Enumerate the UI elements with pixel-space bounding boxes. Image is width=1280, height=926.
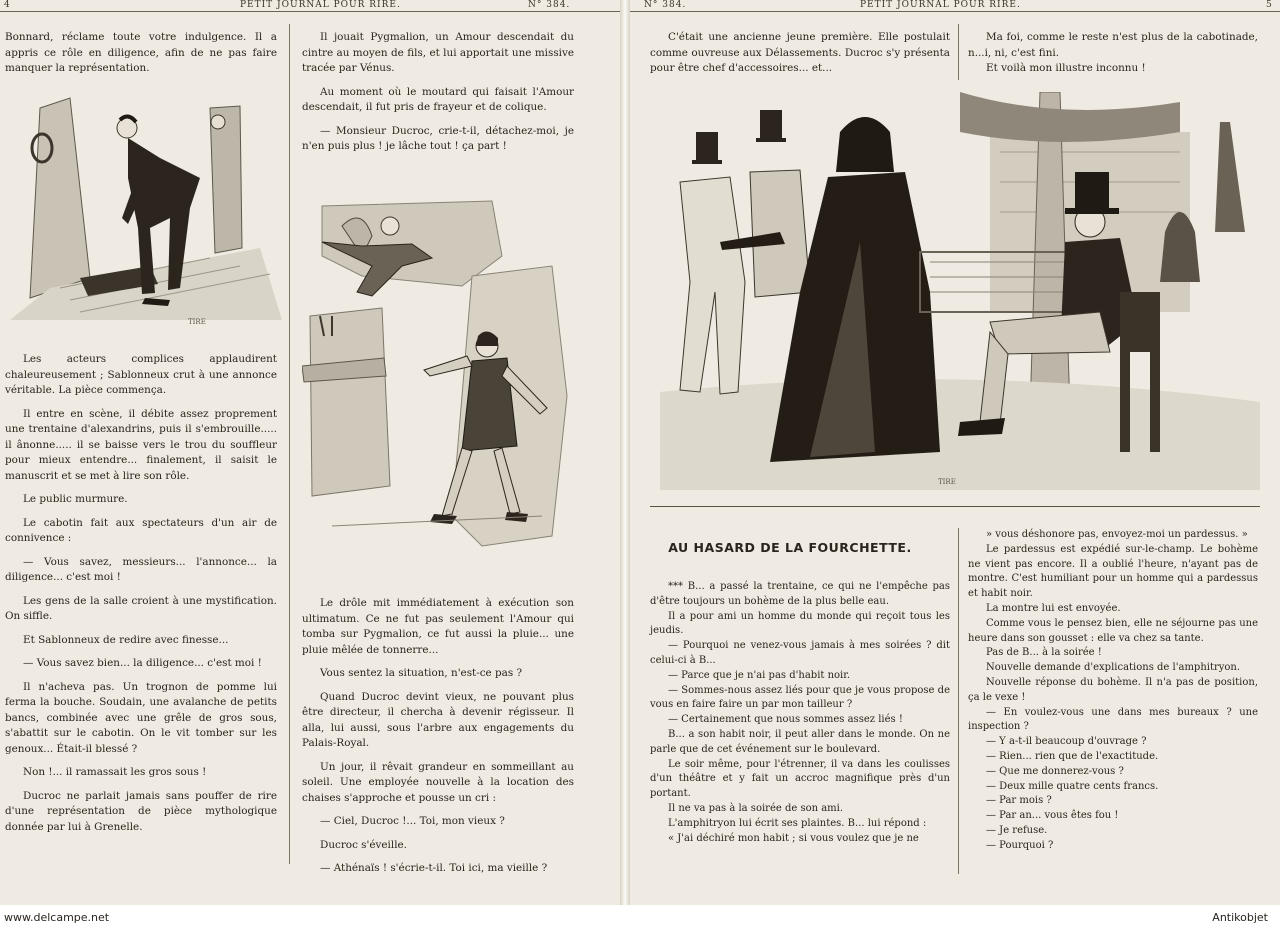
left-header-issue: N° 384. — [528, 0, 571, 10]
paragraph: B... a son habit noir, il peut aller dans le monde. On ne parle que de cet événement sur le boulevard. — [650, 728, 950, 755]
paragraph: — Que me donnerez-vous ? — [986, 765, 1124, 777]
paragraph: Ma foi, comme le reste n'est plus de la cabotinade, n...i, ni, c'est fini. — [968, 31, 1258, 59]
article-col2 — [968, 528, 1258, 854]
left-col2-top — [302, 30, 574, 163]
paragraph: — Y a-t-il beaucoup d'ouvrage ? — [986, 736, 1147, 748]
paragraph: — Certainement que nous sommes assez liés ! — [668, 714, 903, 726]
left-page-number: 4 — [4, 0, 11, 10]
left-col2-bottom — [302, 596, 574, 885]
paragraph: — Parce que je n'ai pas d'habit noir. — [668, 669, 851, 681]
paragraph: Comme vous le pensez bien, elle ne séjourne pas une heure dans son gousset : elle va chez sa tante. — [968, 617, 1258, 644]
paragraph: Il entre en scène, il débite assez proprement une trentaine d'alexandrins, puis il s'embrouille..... il ânonne..... il se baisse vers le trou du souffleur pour mieux entendre... finalement, il saisit le manuscrit et se met à lire son rôle. — [5, 407, 277, 482]
left-page — [0, 0, 620, 905]
paragraph: — Je refuse. — [986, 824, 1048, 836]
paragraph: Le pardessus est expédié sur-le-champ. Le bohème ne vient pas encore. Il a oublié l'heure, n'ayant pas de montre. C'est humiliant pour un homme qui a pardessus et habit noir. — [968, 543, 1258, 600]
paragraph: Un jour, il rêvait grandeur en sommeillant au soleil. Une employée nouvelle à la location des chaises s'approche et pousse un cri : — [302, 760, 574, 804]
paragraph: Bonnard, réclame toute votre indulgence. Il a appris ce rôle en diligence, afin de ne pas faire manquer la représentation. — [5, 31, 277, 74]
paragraph: — Monsieur Ducroc, crie-t-il, détachez-moi, je n'en puis plus ! je lâche tout ! ça part ! — [302, 124, 574, 152]
paragraph: L'amphitryon lui écrit ses plaintes. B... lui répond : — [668, 817, 927, 829]
paragraph: *** B... a passé la trentaine, ce qui ne l'empêche pas d'être toujours un bohème de la plus belle eau. — [650, 581, 950, 607]
paragraph: Il a pour ami un homme du monde qui reçoit tous les jeudis. — [650, 610, 950, 637]
article-col1 — [650, 580, 950, 846]
right-page — [630, 0, 1280, 905]
column-divider — [958, 24, 959, 80]
paragraph: — Rien... rien que de l'exactitude. — [986, 750, 1159, 762]
illustration-signature: TIRE — [188, 318, 206, 326]
right-header-issue: N° 384. — [644, 0, 687, 10]
paragraph: Le cabotin fait aux spectateurs d'un air de connivence : — [5, 516, 277, 544]
paragraph: — Par an... vous êtes fou ! — [986, 810, 1119, 822]
right-header-title: PETIT JOURNAL POUR RIRE. — [860, 0, 1021, 10]
left-header-rule — [0, 11, 620, 12]
paragraph: Les acteurs complices applaudirent chaleureusement ; Sablonneux crut à une annonce véritable. La pièce commença. — [5, 353, 277, 396]
paragraph: Vous sentez la situation, n'est-ce pas ? — [320, 667, 523, 679]
paragraph: — Par mois ? — [986, 795, 1052, 807]
page-gutter — [620, 0, 630, 905]
paragraph: — Pourquoi ne venez-vous jamais à mes soirées ? dit celui-ci à B... — [650, 640, 950, 666]
section-rule — [650, 506, 1260, 507]
right-top-col1 — [650, 30, 950, 77]
paragraph: Non !... il ramassait les gros sous ! — [23, 766, 207, 778]
column-divider — [289, 24, 290, 864]
paragraph: — Deux mille quatre cents francs. — [986, 780, 1159, 792]
paragraph: — Vous savez, messieurs... l'annonce... la diligence... c'est moi ! — [5, 555, 277, 583]
paragraph: Nouvelle réponse du bohème. Il n'a pas de position, ça le vexe ! — [968, 676, 1258, 703]
paragraph: Les gens de la salle croient à une mystification. On siffle. — [5, 594, 277, 622]
paragraph: C'était une ancienne jeune première. Elle postulait comme ouvreuse aux Délassements. Ducroc s'y présenta pour être chef d'accessoires... et... — [650, 31, 950, 74]
actor-prompter-illustration — [10, 88, 282, 320]
paragraph: Au moment où le moutard qui faisait l'Amour descendait, il fut pris de frayeur et de colique. — [302, 85, 574, 113]
paragraph: Le drôle mit immédiatement à exécution son ultimatum. Ce ne fut pas seulement l'Amour qui tomba sur Pygmalion, ce fut aussi la pluie... une pluie mêlée de tonnerre... — [302, 597, 574, 656]
paragraph: Il ne va pas à la soirée de son ami. — [668, 802, 844, 814]
paragraph: La montre lui est envoyée. — [986, 602, 1121, 614]
right-page-number: 5 — [1266, 0, 1273, 10]
paragraph: — En voulez-vous une dans mes bureaux ? une inspection ? — [968, 706, 1258, 733]
seller-watermark: Antikobjet — [1212, 911, 1268, 924]
paragraph: Il n'acheva pas. Un trognon de pomme lui ferma la bouche. Soudain, une avalanche de petits bancs, combinée avec une grêle de gros sous, s'abattit sur le cabotin. On le vit tomber sur les genoux... Était-il blessé ? — [5, 680, 277, 755]
park-scene-illustration — [660, 92, 1260, 490]
paragraph: Et Sablonneux de redire avec finesse... — [23, 633, 229, 646]
column-divider — [958, 528, 959, 874]
paragraph: Nouvelle demande d'explications de l'amphitryon. — [986, 662, 1241, 674]
paragraph: — Vous savez bien... la diligence... c'est moi ! — [23, 657, 262, 669]
paragraph: Ducroc s'éveille. — [320, 838, 407, 851]
article-title: AU HASARD DE LA FOURCHETTE. — [668, 540, 912, 555]
cupid-pygmalion-illustration — [302, 196, 574, 556]
paragraph: Pas de B... à la soirée ! — [986, 647, 1102, 659]
source-watermark: www.delcampe.net — [4, 911, 110, 924]
paragraph: — Athénaïs ! s'écrie-t-il. Toi ici, ma vieille ? — [320, 862, 548, 874]
paragraph: » vous déshonore pas, envoyez-moi un pardessus. » — [986, 529, 1248, 540]
left-col1-body — [5, 352, 277, 843]
paragraph: Et voilà mon illustre inconnu ! — [986, 62, 1146, 74]
left-header-title: PETIT JOURNAL POUR RIRE. — [240, 0, 401, 10]
paragraph: — Sommes-nous assez liés pour que je vous propose de vous en faire faire un par mon tailleur ? — [650, 684, 950, 711]
paragraph: — Pourquoi ? — [986, 839, 1054, 851]
paragraph: Quand Ducroc devint vieux, ne pouvant plus être directeur, il chercha à devenir régisseur. Il alla, lui aussi, sous l'arbre aux engagements du Palais-Royal. — [302, 690, 574, 749]
paragraph: « J'ai déchiré mon habit ; si vous voulez que je ne — [668, 832, 919, 844]
illustration-signature: TIRE — [938, 478, 956, 486]
left-col1-top-text — [5, 30, 277, 77]
paragraph: Le public murmure. — [23, 493, 128, 505]
right-top-col2 — [968, 30, 1258, 77]
paragraph: — Ciel, Ducroc !... Toi, mon vieux ? — [320, 815, 505, 827]
watermark-footer — [0, 908, 1280, 926]
right-header-rule — [630, 11, 1280, 12]
paragraph: Ducroc ne parlait jamais sans pouffer de rire d'une représentation de pièce mythologique donnée par lui à Grenelle. — [5, 789, 277, 833]
paragraph: Il jouait Pygmalion, un Amour descendait du cintre au moyen de fils, et lui apportait une missive tracée par Vénus. — [302, 31, 574, 74]
paragraph: Le soir même, pour l'étrenner, il va dans les coulisses d'un théâtre et y fait un accroc magnifique près d'un portant. — [650, 758, 950, 800]
